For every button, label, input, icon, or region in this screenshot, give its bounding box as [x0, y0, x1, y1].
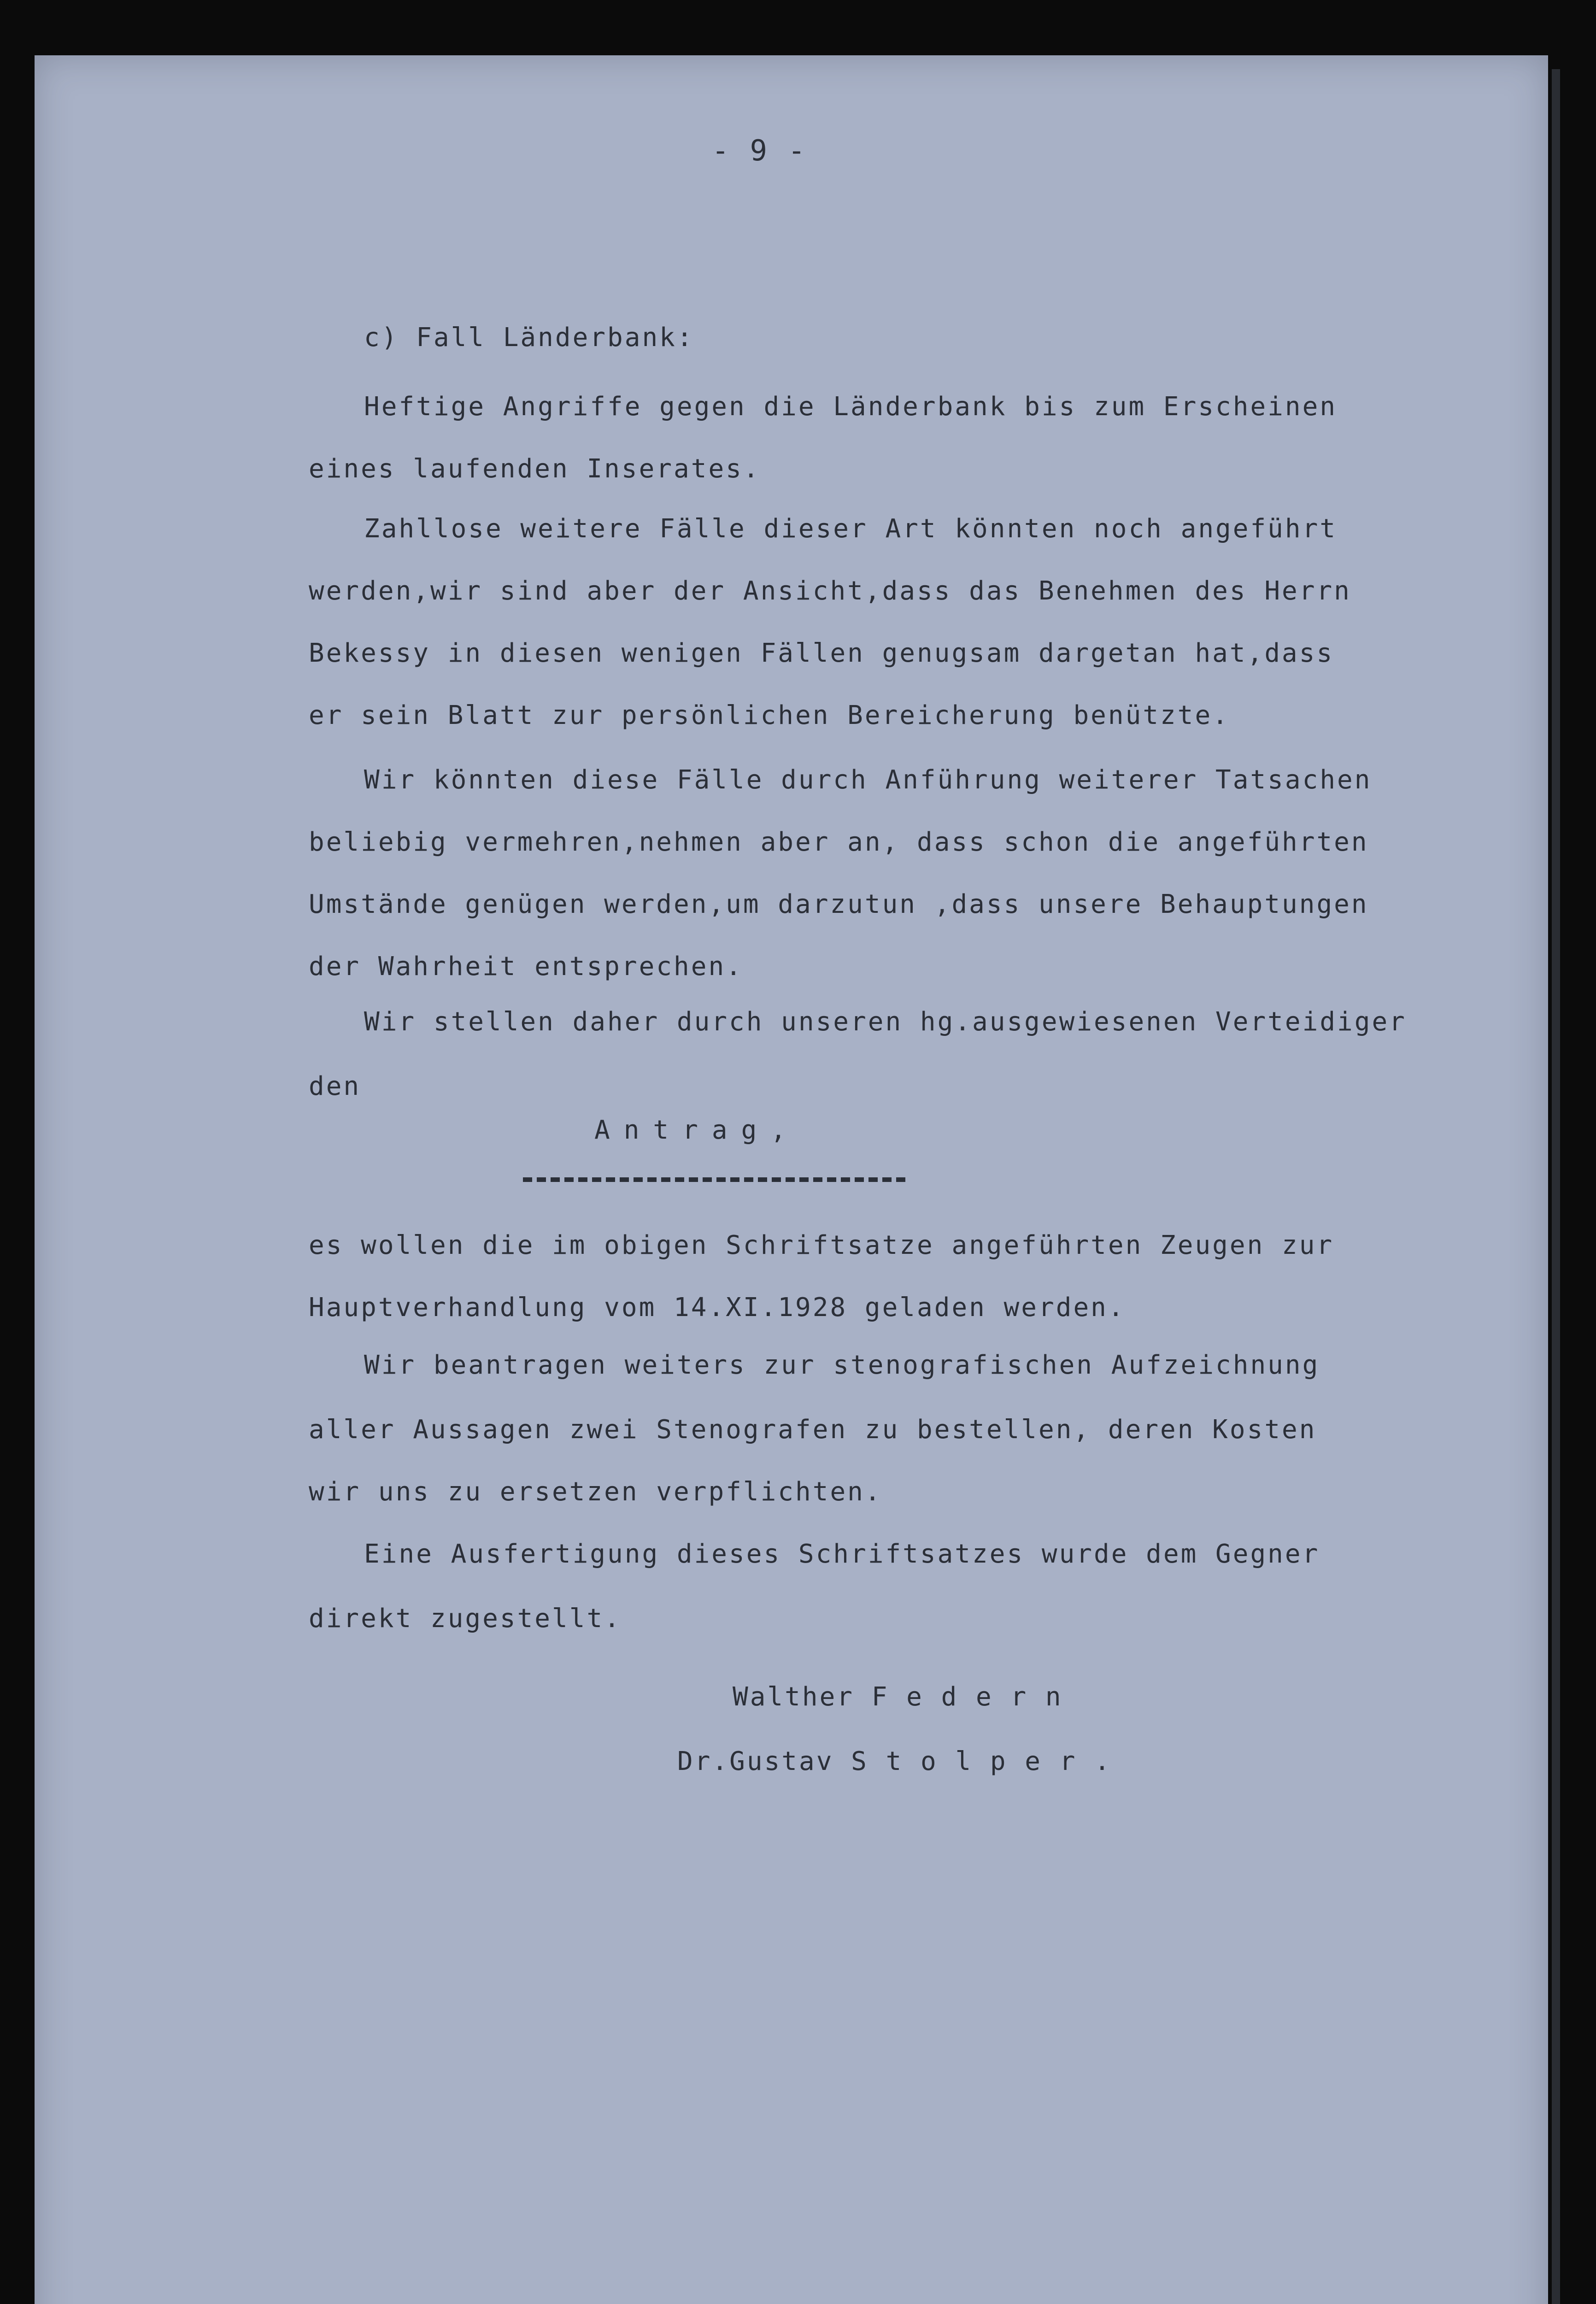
text-line: Wir stellen daher durch unseren hg.ausgewiesenen Verteidiger	[364, 1007, 1407, 1037]
text-line: Hauptverhandlung vom 14.XI.1928 geladen werden.	[309, 1293, 1126, 1322]
page-number: - 9 -	[712, 134, 807, 167]
text-line: eines laufenden Inserates.	[309, 454, 761, 484]
text-line: Wir könnten diese Fälle durch Anführung weiterer Tatsachen	[364, 765, 1372, 795]
text-line: Heftige Angriffe gegen die Länderbank bis zum Erscheinen	[364, 392, 1338, 422]
text-line: aller Aussagen zwei Stenografen zu bestellen, deren Kosten	[309, 1415, 1317, 1445]
motion-heading: Antrag,	[594, 1115, 800, 1145]
signature-federn: Walther F e d e r n	[733, 1682, 1063, 1712]
page-edge-shadow	[1552, 69, 1560, 2304]
section-heading: c) Fall Länderbank:	[364, 323, 694, 353]
text-line: Wir beantragen weiters zur stenografischen Aufzeichnung	[364, 1350, 1320, 1380]
text-line: der Wahrheit entsprechen.	[309, 952, 743, 982]
text-line: den	[309, 1071, 361, 1101]
text-line: Bekessy in diesen wenigen Fällen genugsam dargetan hat,dass	[309, 638, 1334, 668]
text-line: Zahllose weitere Fälle dieser Art könnten noch angeführt	[364, 514, 1338, 544]
text-line: es wollen die im obigen Schriftsatze angeführten Zeugen zur	[309, 1230, 1334, 1260]
heading-underline	[523, 1177, 905, 1182]
text-line: er sein Blatt zur persönlichen Bereicherung benützte.	[309, 700, 1230, 730]
text-line: Umstände genügen werden,um darzutun ,dass unsere Behauptungen	[309, 889, 1369, 919]
text-line: direkt zugestellt.	[309, 1604, 622, 1634]
text-line: wir uns zu ersetzen verpflichten.	[309, 1477, 882, 1507]
text-line: beliebig vermehren,nehmen aber an, dass schon die angeführten	[309, 827, 1369, 857]
text-line: werden,wir sind aber der Ansicht,dass das Benehmen des Herrn	[309, 576, 1351, 606]
text-line: Eine Ausfertigung dieses Schriftsatzes wurde dem Gegner	[364, 1539, 1320, 1569]
signature-stolper: Dr.Gustav S t o l p e r .	[677, 1746, 1112, 1776]
